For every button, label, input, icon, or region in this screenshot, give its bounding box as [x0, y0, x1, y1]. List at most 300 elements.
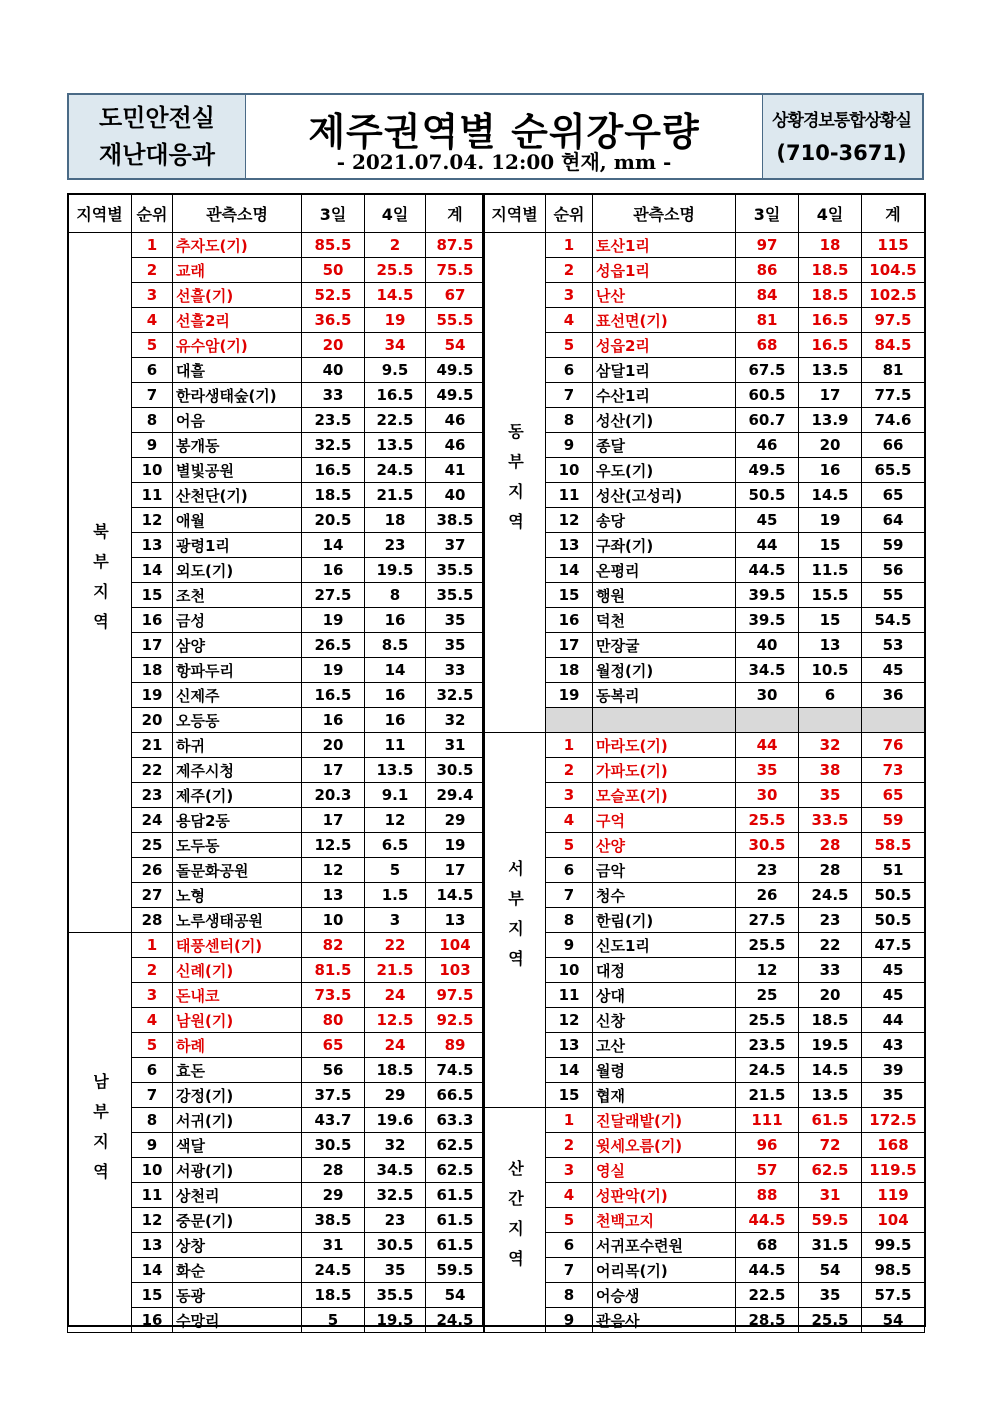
- station-name: 대정: [593, 958, 736, 983]
- station-name: 한림(기): [593, 908, 736, 933]
- empty-cell: [546, 708, 593, 733]
- rank-cell: 3: [132, 983, 173, 1008]
- rain-day3: 23: [736, 858, 799, 883]
- rain-total: 50.5: [862, 883, 925, 908]
- region-label: 남부지역: [68, 933, 132, 1333]
- rain-day4: 21.5: [365, 958, 426, 983]
- rain-total: 35: [426, 633, 485, 658]
- header-rank: 순위: [132, 194, 173, 233]
- rain-day4: 19.5: [365, 558, 426, 583]
- table-row: [484, 1183, 925, 1208]
- rain-day3: 12: [736, 958, 799, 983]
- rain-total: 59: [862, 808, 925, 833]
- rain-day4: 22: [799, 933, 862, 958]
- rain-day4: 11: [365, 733, 426, 758]
- rain-day3: 36.5: [302, 308, 365, 333]
- rain-day3: 34.5: [736, 658, 799, 683]
- station-name: 상창: [173, 1233, 302, 1258]
- station-name: 성읍1리: [593, 258, 736, 283]
- rain-day4: 14.5: [365, 283, 426, 308]
- rain-day4: 61.5: [799, 1108, 862, 1133]
- rank-cell: 6: [546, 1233, 593, 1258]
- rain-total: 54: [426, 333, 485, 358]
- rank-cell: 14: [132, 1258, 173, 1283]
- rank-cell: 16: [132, 1308, 173, 1333]
- rank-cell: 19: [546, 683, 593, 708]
- rain-day4: 6.5: [365, 833, 426, 858]
- rain-day4: 14.5: [799, 483, 862, 508]
- rain-total: 119: [862, 1183, 925, 1208]
- rain-day4: 19.5: [365, 1308, 426, 1333]
- rain-day3: 33: [302, 383, 365, 408]
- rank-cell: 15: [132, 583, 173, 608]
- rain-day4: 13.5: [365, 758, 426, 783]
- empty-cell: [862, 708, 925, 733]
- rain-total: 76: [862, 733, 925, 758]
- rank-cell: 4: [546, 1183, 593, 1208]
- rain-day3: 85.5: [302, 233, 365, 258]
- rain-total: 24.5: [426, 1308, 485, 1333]
- rain-day4: 23: [365, 1208, 426, 1233]
- table-row: [484, 308, 925, 333]
- rain-day4: 10.5: [799, 658, 862, 683]
- rain-day4: 18.5: [365, 1058, 426, 1083]
- station-name: 중문(기): [173, 1208, 302, 1233]
- rain-total: 104.5: [862, 258, 925, 283]
- station-name: 제주시청: [173, 758, 302, 783]
- rank-cell: 1: [546, 233, 593, 258]
- station-name: 항파두리: [173, 658, 302, 683]
- rain-total: 64: [862, 508, 925, 533]
- station-name: 돌문화공원: [173, 858, 302, 883]
- rank-cell: 2: [546, 1133, 593, 1158]
- station-name: 선흘(기): [173, 283, 302, 308]
- rank-cell: 1: [132, 233, 173, 258]
- rank-cell: 12: [132, 1208, 173, 1233]
- station-name: 강정(기): [173, 1083, 302, 1108]
- rank-cell: 6: [546, 858, 593, 883]
- rain-total: 45: [862, 958, 925, 983]
- rain-day3: 27.5: [736, 908, 799, 933]
- rain-total: 119.5: [862, 1158, 925, 1183]
- rain-day4: 18.5: [799, 258, 862, 283]
- rain-day4: 33.5: [799, 808, 862, 833]
- rain-total: 46: [426, 408, 485, 433]
- rain-total: 99.5: [862, 1233, 925, 1258]
- rank-cell: 5: [132, 333, 173, 358]
- rank-cell: 1: [132, 933, 173, 958]
- table-row: [484, 1208, 925, 1233]
- rain-day3: 30: [736, 783, 799, 808]
- rain-day4: 25.5: [799, 1308, 862, 1333]
- rain-day3: 44: [736, 533, 799, 558]
- header-day3: 3일: [736, 194, 799, 233]
- header-total: 계: [426, 194, 485, 233]
- table-row: [484, 233, 925, 258]
- rank-cell: 16: [546, 608, 593, 633]
- rank-cell: 25: [132, 833, 173, 858]
- rain-day4: 16: [799, 458, 862, 483]
- table-row: [484, 1133, 925, 1158]
- rain-total: 65: [862, 783, 925, 808]
- rain-total: 103: [426, 958, 485, 983]
- empty-cell: [799, 708, 862, 733]
- header-banner: [67, 93, 924, 180]
- rank-cell: 9: [546, 433, 593, 458]
- rain-total: 66: [862, 433, 925, 458]
- rain-total: 41: [426, 458, 485, 483]
- rain-day3: 40: [302, 358, 365, 383]
- rain-day3: 20.5: [302, 508, 365, 533]
- office-name: 상황경보통합상황실: [772, 110, 911, 131]
- table-row: [484, 933, 925, 958]
- rank-cell: 18: [546, 658, 593, 683]
- rain-day4: 11.5: [799, 558, 862, 583]
- rank-cell: 3: [546, 283, 593, 308]
- rain-day3: 44.5: [736, 558, 799, 583]
- station-name: 종달: [593, 433, 736, 458]
- rain-day4: 72: [799, 1133, 862, 1158]
- rain-day4: 34.5: [365, 1158, 426, 1183]
- rank-cell: 4: [132, 308, 173, 333]
- rain-total: 14.5: [426, 883, 485, 908]
- rain-total: 66.5: [426, 1083, 485, 1108]
- rain-day4: 14.5: [799, 1058, 862, 1083]
- rank-cell: 7: [546, 383, 593, 408]
- rain-day3: 28.5: [736, 1308, 799, 1333]
- rank-cell: 5: [132, 1033, 173, 1058]
- station-name: 고산: [593, 1033, 736, 1058]
- rank-cell: 9: [546, 933, 593, 958]
- rain-day4: 18.5: [799, 283, 862, 308]
- page-subtitle: - 2021.07.04. 12:00 현재, mm -: [336, 150, 672, 174]
- rank-cell: 14: [546, 1058, 593, 1083]
- rain-total: 98.5: [862, 1258, 925, 1283]
- rain-day3: 26.5: [302, 633, 365, 658]
- rain-day4: 28: [799, 833, 862, 858]
- table-row: [484, 1033, 925, 1058]
- rain-total: 75.5: [426, 258, 485, 283]
- rain-day4: 30.5: [365, 1233, 426, 1258]
- rain-day3: 46: [736, 433, 799, 458]
- header-region: 지역별: [68, 194, 132, 233]
- rain-day3: 60.5: [736, 383, 799, 408]
- rain-day4: 1.5: [365, 883, 426, 908]
- rain-total: 50.5: [862, 908, 925, 933]
- rank-cell: 3: [546, 1158, 593, 1183]
- rank-cell: 14: [546, 558, 593, 583]
- department-line1: 도민안전실: [99, 103, 215, 132]
- table-row: [68, 933, 485, 958]
- region-label: 동부지역: [484, 233, 546, 733]
- rain-day3: 49.5: [736, 458, 799, 483]
- table-row: [484, 408, 925, 433]
- rank-cell: 11: [132, 1183, 173, 1208]
- empty-row: [484, 708, 925, 733]
- rain-day3: 30.5: [302, 1133, 365, 1158]
- rank-cell: 3: [132, 283, 173, 308]
- table-row: [484, 358, 925, 383]
- rank-cell: 1: [546, 1108, 593, 1133]
- rank-cell: 22: [132, 758, 173, 783]
- rain-day4: 19.5: [799, 1033, 862, 1058]
- rain-day4: 24.5: [799, 883, 862, 908]
- rain-day4: 23: [799, 908, 862, 933]
- page-title: 제주권역별 순위강우량: [308, 110, 700, 154]
- station-name: 협재: [593, 1083, 736, 1108]
- rain-day4: 15.5: [799, 583, 862, 608]
- rain-day3: 16: [302, 558, 365, 583]
- rain-day3: 21.5: [736, 1083, 799, 1108]
- station-name: 신례(기): [173, 958, 302, 983]
- rain-day3: 68: [736, 333, 799, 358]
- rank-cell: 2: [546, 258, 593, 283]
- rank-cell: 10: [546, 958, 593, 983]
- rain-total: 73: [862, 758, 925, 783]
- rain-day4: 28: [799, 858, 862, 883]
- table-row: [484, 908, 925, 933]
- rain-total: 38.5: [426, 508, 485, 533]
- station-name: 애월: [173, 508, 302, 533]
- rain-day4: 22.5: [365, 408, 426, 433]
- rainfall-table-right: [483, 193, 925, 1333]
- table-row: [484, 433, 925, 458]
- rain-day3: 67.5: [736, 358, 799, 383]
- region-label: 서부지역: [484, 733, 546, 1108]
- rain-day3: 14: [302, 533, 365, 558]
- station-name: 도두동: [173, 833, 302, 858]
- rain-total: 104: [426, 933, 485, 958]
- rank-cell: 15: [546, 1083, 593, 1108]
- rain-day3: 44.5: [736, 1208, 799, 1233]
- rain-day3: 23.5: [302, 408, 365, 433]
- department-box: [69, 95, 245, 178]
- rain-total: 40: [426, 483, 485, 508]
- rain-total: 49.5: [426, 383, 485, 408]
- station-name: 상대: [593, 983, 736, 1008]
- header-day4: 4일: [799, 194, 862, 233]
- rain-total: 39: [862, 1058, 925, 1083]
- rain-day3: 19: [302, 658, 365, 683]
- station-name: 추자도(기): [173, 233, 302, 258]
- office-box: [761, 95, 922, 178]
- rain-day3: 30: [736, 683, 799, 708]
- rank-cell: 10: [546, 458, 593, 483]
- rain-total: 32: [426, 708, 485, 733]
- rank-cell: 5: [546, 1208, 593, 1233]
- empty-cell: [736, 708, 799, 733]
- station-name: 산천단(기): [173, 483, 302, 508]
- rain-day4: 54: [799, 1258, 862, 1283]
- rank-cell: 10: [132, 1158, 173, 1183]
- rank-cell: 28: [132, 908, 173, 933]
- rank-cell: 21: [132, 733, 173, 758]
- table-row: [484, 958, 925, 983]
- rank-cell: 7: [132, 383, 173, 408]
- station-name: 서귀포수련원: [593, 1233, 736, 1258]
- rain-total: 35: [862, 1083, 925, 1108]
- rain-day3: 22.5: [736, 1283, 799, 1308]
- rank-cell: 14: [132, 558, 173, 583]
- rain-day3: 60.7: [736, 408, 799, 433]
- rain-day3: 96: [736, 1133, 799, 1158]
- table-row: [484, 833, 925, 858]
- rain-day4: 35.5: [365, 1283, 426, 1308]
- station-name: 성판악(기): [593, 1183, 736, 1208]
- rain-total: 115: [862, 233, 925, 258]
- rain-day3: 16: [302, 708, 365, 733]
- station-name: 어리목(기): [593, 1258, 736, 1283]
- station-name: 하례: [173, 1033, 302, 1058]
- station-name: 어음: [173, 408, 302, 433]
- rank-cell: 7: [546, 1258, 593, 1283]
- rain-day4: 19: [365, 308, 426, 333]
- header-day3: 3일: [302, 194, 365, 233]
- rank-cell: 13: [546, 1033, 593, 1058]
- rain-total: 102.5: [862, 283, 925, 308]
- station-name: 선흘2리: [173, 308, 302, 333]
- rain-day4: 5: [365, 858, 426, 883]
- header-station: 관측소명: [593, 194, 736, 233]
- rain-total: 84.5: [862, 333, 925, 358]
- rain-day3: 12: [302, 858, 365, 883]
- rain-day4: 13.5: [365, 433, 426, 458]
- rain-day4: 13: [799, 633, 862, 658]
- rain-day3: 40: [736, 633, 799, 658]
- rain-day3: 81: [736, 308, 799, 333]
- rain-day4: 20: [799, 983, 862, 1008]
- rain-day4: 12.5: [365, 1008, 426, 1033]
- table-row: [484, 983, 925, 1008]
- rain-total: 32.5: [426, 683, 485, 708]
- rank-cell: 6: [546, 358, 593, 383]
- station-name: 광령1리: [173, 533, 302, 558]
- rain-day4: 12: [365, 808, 426, 833]
- station-name: 남원(기): [173, 1008, 302, 1033]
- rain-day4: 18: [365, 508, 426, 533]
- rain-total: 62.5: [426, 1133, 485, 1158]
- rain-total: 30.5: [426, 758, 485, 783]
- rank-cell: 7: [546, 883, 593, 908]
- rain-day3: 10: [302, 908, 365, 933]
- rain-day3: 86: [736, 258, 799, 283]
- rain-day4: 16: [365, 608, 426, 633]
- rain-day4: 21.5: [365, 483, 426, 508]
- rain-total: 31: [426, 733, 485, 758]
- rain-day3: 24.5: [302, 1258, 365, 1283]
- station-name: 한라생태숲(기): [173, 383, 302, 408]
- table-row: [484, 383, 925, 408]
- station-name: 별빛공원: [173, 458, 302, 483]
- rain-day4: 3: [365, 908, 426, 933]
- rain-day3: 65: [302, 1033, 365, 1058]
- rain-day4: 19: [799, 508, 862, 533]
- rank-cell: 13: [132, 533, 173, 558]
- rank-cell: 11: [546, 983, 593, 1008]
- station-name: 어승생: [593, 1283, 736, 1308]
- table-row: [484, 1108, 925, 1133]
- rain-day3: 5: [302, 1308, 365, 1333]
- station-name: 온평리: [593, 558, 736, 583]
- rank-cell: 23: [132, 783, 173, 808]
- table-row: [484, 1158, 925, 1183]
- station-name: 만장굴: [593, 633, 736, 658]
- table-row: [484, 808, 925, 833]
- table-row: [484, 333, 925, 358]
- rain-day3: 35: [736, 758, 799, 783]
- rain-day4: 18: [799, 233, 862, 258]
- rain-day4: 16: [365, 683, 426, 708]
- rain-day4: 16: [365, 708, 426, 733]
- rain-total: 67: [426, 283, 485, 308]
- rank-cell: 5: [546, 833, 593, 858]
- rain-day3: 81.5: [302, 958, 365, 983]
- rain-total: 13: [426, 908, 485, 933]
- rain-day3: 45: [736, 508, 799, 533]
- table-row: [484, 1083, 925, 1108]
- rank-cell: 1: [546, 733, 593, 758]
- rain-day4: 13.9: [799, 408, 862, 433]
- table-row: [484, 283, 925, 308]
- rain-total: 19: [426, 833, 485, 858]
- rain-total: 47.5: [862, 933, 925, 958]
- rain-day3: 29: [302, 1183, 365, 1208]
- rank-cell: 13: [132, 1233, 173, 1258]
- station-name: 표선면(기): [593, 308, 736, 333]
- table-row: [484, 483, 925, 508]
- station-name: 삼양: [173, 633, 302, 658]
- table-row: [484, 1233, 925, 1258]
- rain-day4: 16.5: [799, 308, 862, 333]
- rain-day3: 39.5: [736, 583, 799, 608]
- rain-day3: 23.5: [736, 1033, 799, 1058]
- rain-day3: 30.5: [736, 833, 799, 858]
- station-name: 노루생태공원: [173, 908, 302, 933]
- rain-total: 77.5: [862, 383, 925, 408]
- rain-total: 35.5: [426, 558, 485, 583]
- station-name: 산양: [593, 833, 736, 858]
- station-name: 수산1리: [593, 383, 736, 408]
- rain-day3: 97: [736, 233, 799, 258]
- rain-day4: 13.5: [799, 358, 862, 383]
- table-row: [484, 1058, 925, 1083]
- rain-day3: 31: [302, 1233, 365, 1258]
- rain-total: 43: [862, 1033, 925, 1058]
- table-row: [484, 458, 925, 483]
- station-name: 화순: [173, 1258, 302, 1283]
- rain-total: 45: [862, 658, 925, 683]
- station-name: 조천: [173, 583, 302, 608]
- rain-day3: 73.5: [302, 983, 365, 1008]
- rank-cell: 13: [546, 533, 593, 558]
- rain-day3: 44.5: [736, 1258, 799, 1283]
- rain-total: 17: [426, 858, 485, 883]
- rain-total: 29.4: [426, 783, 485, 808]
- rain-day4: 8.5: [365, 633, 426, 658]
- rain-day3: 82: [302, 933, 365, 958]
- rain-total: 81: [862, 358, 925, 383]
- station-name: 봉개동: [173, 433, 302, 458]
- rank-cell: 17: [132, 633, 173, 658]
- station-name: 성읍2리: [593, 333, 736, 358]
- rain-total: 62.5: [426, 1158, 485, 1183]
- rain-total: 74.6: [862, 408, 925, 433]
- rain-day4: 62.5: [799, 1158, 862, 1183]
- rain-day3: 50: [302, 258, 365, 283]
- station-name: 서귀(기): [173, 1108, 302, 1133]
- rain-day4: 17: [799, 383, 862, 408]
- table-row: [484, 558, 925, 583]
